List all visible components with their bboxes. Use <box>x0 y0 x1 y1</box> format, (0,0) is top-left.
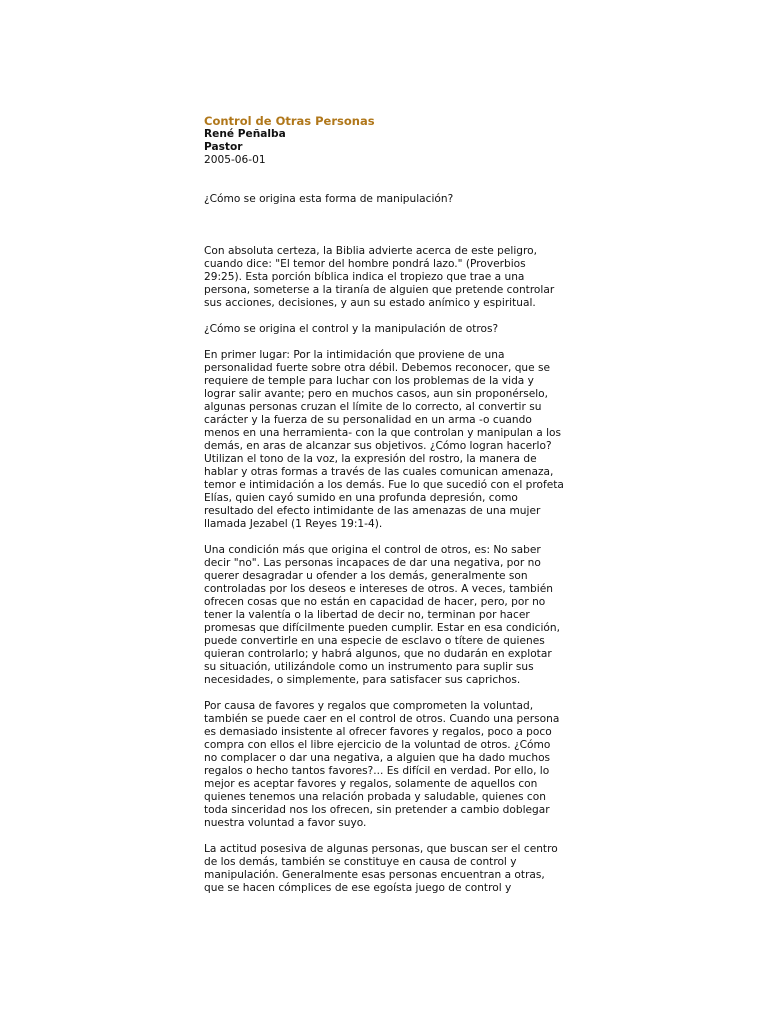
publish-date: 2005-06-01 <box>204 154 266 166</box>
paragraph: La actitud posesiva de algunas personas, que buscan ser el centro de los demás, también se constituye en causa de control y manipulación. Generalmente esas personas encuentran a otras, que se hacen cómplices de ese egoísta juego de control y <box>204 843 558 894</box>
document-page <box>204 114 564 908</box>
paragraph: Con absoluta certeza, la Biblia advierte acerca de este peligro, cuando dice: "El temor del hombre pondrá lazo." (Proverbios 29:25). Esta porción bíblica indica el tropiezo que trae a una persona, someterse a la tiranía de alguien que pretende controlar sus acciones, decisiones, y aun su estado anímico y espiritual. <box>204 245 555 309</box>
author-role: Pastor <box>204 141 243 153</box>
paragraph: En primer lugar: Por la intimidación que proviene de una personalidad fuerte sobre otra débil. Debemos reconocer, que se requiere de temple para luchar con los problemas de la vida y lograr salir avante; pero en muchos casos, aun sin proponérselo, algunas personas cruzan el límite de lo correcto, al convertir su carácter y la fuerza de su personalidad en un arma -o cuando menos en una herramienta- con la que controlan y manipulan a los demás, en aras de alcanzar sus objetivos. ¿Cómo logran hacerlo? Utilizan el tono de la voz, la expresión del rostro, la manera de hablar y otras formas a través de las cuales comunican amenaza, temor e intimidación a los demás. Fue lo que sucedió con el profeta Elías, quien cayó sumido en una profunda depresión, como resultado del efecto intimidante de las amenazas de una mujer llamada Jezabel (1 Reyes 19:1-4). <box>204 349 564 530</box>
author-name: René Peñalba <box>204 128 286 140</box>
paragraph: Una condición más que origina el control de otros, es: No saber decir "no". Las personas incapaces de dar una negativa, por no querer desagradar u ofender a los demás, generalmente son controladas por los deseos e intereses de otros. A veces, también ofrecen cosas que no están en capacidad de hacer, pero, por no tener la valentía o la libertad de decir no, terminan por hacer promesas que difícilmente pueden cumplir. Estar en esa condición, puede convertirle en una especie de esclavo o títere de quienes quieran controlarlo; y habrá algunos, que no dudarán en explotar su situación, utilizándole como un instrumento para suplir sus necesidades, o simplemente, para satisfacer sus caprichos. <box>204 544 560 686</box>
article-body <box>204 245 564 895</box>
intro-question: ¿Cómo se origina esta forma de manipulación? <box>204 193 454 205</box>
article-meta <box>204 128 564 167</box>
paragraph: ¿Cómo se origina el control y la manipulación de otros? <box>204 323 499 335</box>
paragraph: Por causa de favores y regalos que comprometen la voluntad, también se puede caer en el control de otros. Cuando una persona es demasiado insistente al ofrecer favores y regalos, poco a poco compra con ellos el libre ejercicio de la voluntad de otros. ¿Cómo no complacer o dar una negativa, a alguien que ha dado muchos regalos o hecho tantos favores?... Es difícil en verdad. Por ello, lo mejor es aceptar favores y regalos, solamente de aquellos con quienes tenemos una relación probada y saludable, quienes con toda sinceridad nos los ofrecen, sin pretender a cambio doblegar nuestra voluntad a favor suyo. <box>204 700 560 829</box>
article-title: Control de Otras Personas <box>204 114 375 128</box>
